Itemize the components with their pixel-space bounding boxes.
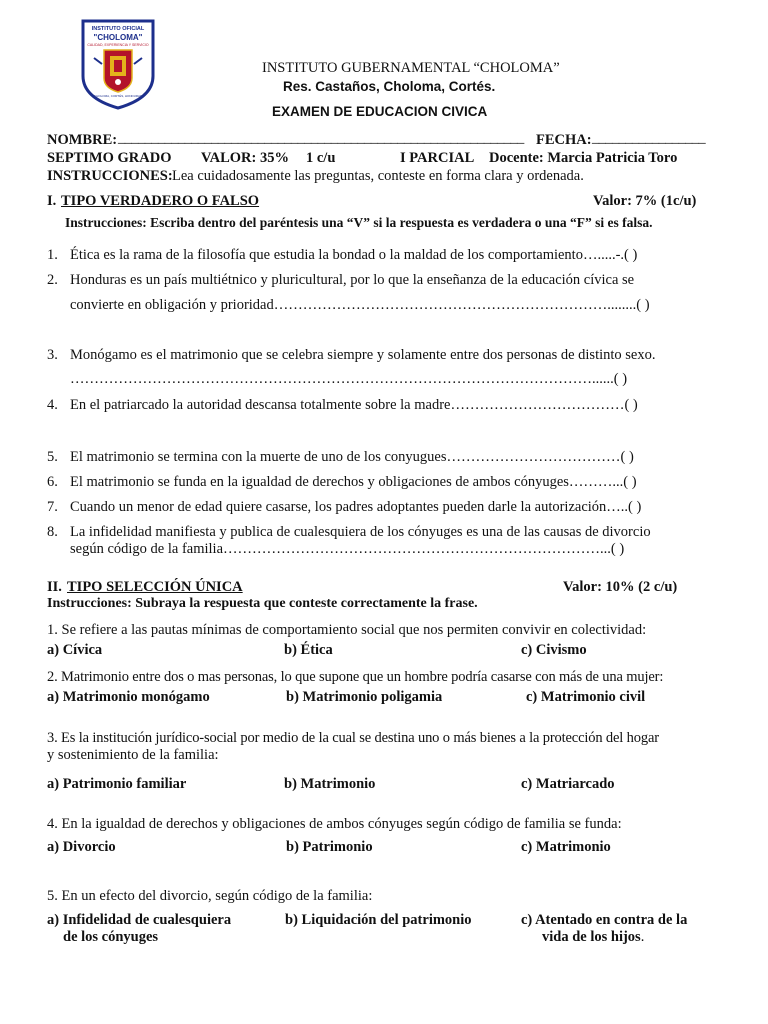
nombre-label: NOMBRE: [47, 132, 118, 148]
option-b[interactable]: b) Liquidación del patrimonio [285, 912, 472, 928]
option-b[interactable]: b) Matrimonio [284, 776, 376, 792]
logo-line-1: INSTITUTO OFICIAL [91, 26, 145, 32]
grade-label: SEPTIMO GRADO [47, 150, 172, 166]
option-b[interactable]: b) Ética [284, 642, 333, 658]
question-text-continued: según código de la familia……………………………………………………………………...( ) [70, 541, 625, 557]
question-text: Cuando un menor de edad quiere casarse, los padres adoptantes pueden darle la autorización…..( ) [70, 499, 642, 515]
question-number: 1. [47, 247, 58, 263]
option-a[interactable]: a) Divorcio [47, 839, 116, 855]
section-2-instructions: Instrucciones: Subraya la respuesta que conteste correctamente la frase. [47, 596, 478, 611]
fecha-input-line[interactable]: _________________ [592, 130, 706, 146]
option-b[interactable]: b) Matrimonio poligamia [286, 689, 443, 705]
question-text: En el patriarcado la autoridad descansa totalmente sobre la madre………………………………( ) [70, 397, 638, 413]
question-text: 3. Es la institución jurídico-social por medio de la cual se destina uno o más bienes a la protección del hogar [47, 730, 659, 746]
section-1-value: Valor: 7% (1c/u) [593, 193, 697, 209]
option-c[interactable]: c) Civismo [521, 642, 587, 658]
partial-label: I PARCIAL [400, 150, 475, 166]
question-text: Monógamo es el matrimonio que se celebra siempre y solamente entre dos personas de distinto sexo. [70, 347, 656, 363]
option-b[interactable]: b) Patrimonio [286, 839, 373, 855]
logo-bottom-text: CHOLOMA, CORTÉS, HONDURAS [93, 94, 143, 98]
option-c-continued: vida de los hijos [542, 929, 641, 945]
option-c[interactable]: c) Matriarcado [521, 776, 615, 792]
section-1-prefix: I. [47, 193, 57, 209]
question-text: 2. Matrimonio entre dos o mas personas, lo que supone que un hombre podría casarse con más de una mujer: [47, 669, 664, 685]
option-a[interactable]: a) Cívica [47, 642, 103, 658]
institution-address: Res. Castaños, Choloma, Cortés. [283, 79, 496, 94]
question-number: 7. [47, 499, 58, 515]
section-2-title: TIPO SELECCIÓN ÚNICA [67, 579, 243, 595]
general-instructions-label: INSTRUCCIONES: [47, 168, 173, 184]
option-c[interactable]: c) Matrimonio civil [526, 689, 646, 705]
option-c[interactable]: c) Matrimonio [521, 839, 611, 855]
question-number: 8. [47, 524, 58, 540]
question-number: 3. [47, 347, 58, 363]
question-text-continued: y sostenimiento de la familia: [47, 747, 219, 763]
question-number: 4. [47, 397, 58, 413]
option-c-period: . [640, 929, 645, 945]
logo-line-3: CALIDAD, EXPERIENCIA Y SERVICIO [87, 43, 149, 47]
general-instructions-text: Lea cuidadosamente las preguntas, conteste en forma clara y ordenada. [172, 168, 584, 184]
question-number: 6. [47, 474, 58, 490]
teacher-name: Docente: Marcia Patricia Toro [489, 150, 678, 166]
question-number: 5. [47, 449, 58, 465]
option-a[interactable]: a) Infidelidad de cualesquiera [47, 912, 232, 928]
option-a-continued: de los cónyuges [63, 929, 159, 945]
exam-value: VALOR: 35% [201, 150, 289, 166]
section-1-title: TIPO VERDADERO O FALSO [61, 193, 260, 209]
question-text-continued: ………………………………………………………………………………………………......( ) [70, 371, 628, 387]
institution-name: INSTITUTO GUBERNAMENTAL “CHOLOMA” [262, 60, 560, 76]
option-c[interactable]: c) Atentado en contra de la [521, 912, 688, 928]
option-a[interactable]: a) Matrimonio monógamo [47, 689, 210, 705]
question-number: 2. [47, 272, 58, 288]
question-text: 5. En un efecto del divorcio, según código de la familia: [47, 888, 373, 904]
nombre-input-line[interactable]: _____________________________________________________________ [118, 130, 524, 146]
option-c-continued-wrap [542, 929, 644, 946]
fecha-label: FECHA: [536, 132, 592, 148]
question-text: El matrimonio se termina con la muerte de uno de los conyugues………………………………( ) [70, 449, 634, 465]
question-text: 1. Se refiere a las pautas mínimas de comportamiento social que nos permiten convivir en colectividad: [47, 622, 647, 638]
option-a[interactable]: a) Patrimonio familiar [47, 776, 187, 792]
section-1-instructions: Instrucciones: Escriba dentro del paréntesis una “V” si la respuesta es verdadera o una “F” si es falsa. [65, 215, 653, 230]
question-text: Ética es la rama de la filosofía que estudia la bondad o la maldad de los comportamiento….....-.( ) [70, 247, 638, 263]
points-each: 1 c/u [306, 150, 336, 166]
logo-line-2: "CHOLOMA" [93, 33, 143, 42]
school-logo [80, 18, 156, 110]
section-2-value: Valor: 10% (2 c/u) [563, 579, 678, 595]
question-text: Honduras es un país multiétnico y pluricultural, por lo que la enseñanza de la educación cívica se [70, 272, 635, 288]
question-text: 4. En la igualdad de derechos y obligaciones de ambos cónyuges según código de familia se funda: [47, 816, 622, 832]
section-2-prefix: II. [47, 579, 62, 595]
question-text: El matrimonio se funda en la igualdad de derechos y obligaciones de ambos cónyuges………...( ) [70, 474, 637, 490]
question-text: La infidelidad manifiesta y publica de cualesquiera de los cónyuges es una de las causas de divorcio [70, 524, 651, 540]
question-text-continued: convierte en obligación y prioridad……………………………………………………………........( ) [70, 297, 650, 313]
exam-title: EXAMEN DE EDUCACION CIVICA [272, 104, 488, 119]
